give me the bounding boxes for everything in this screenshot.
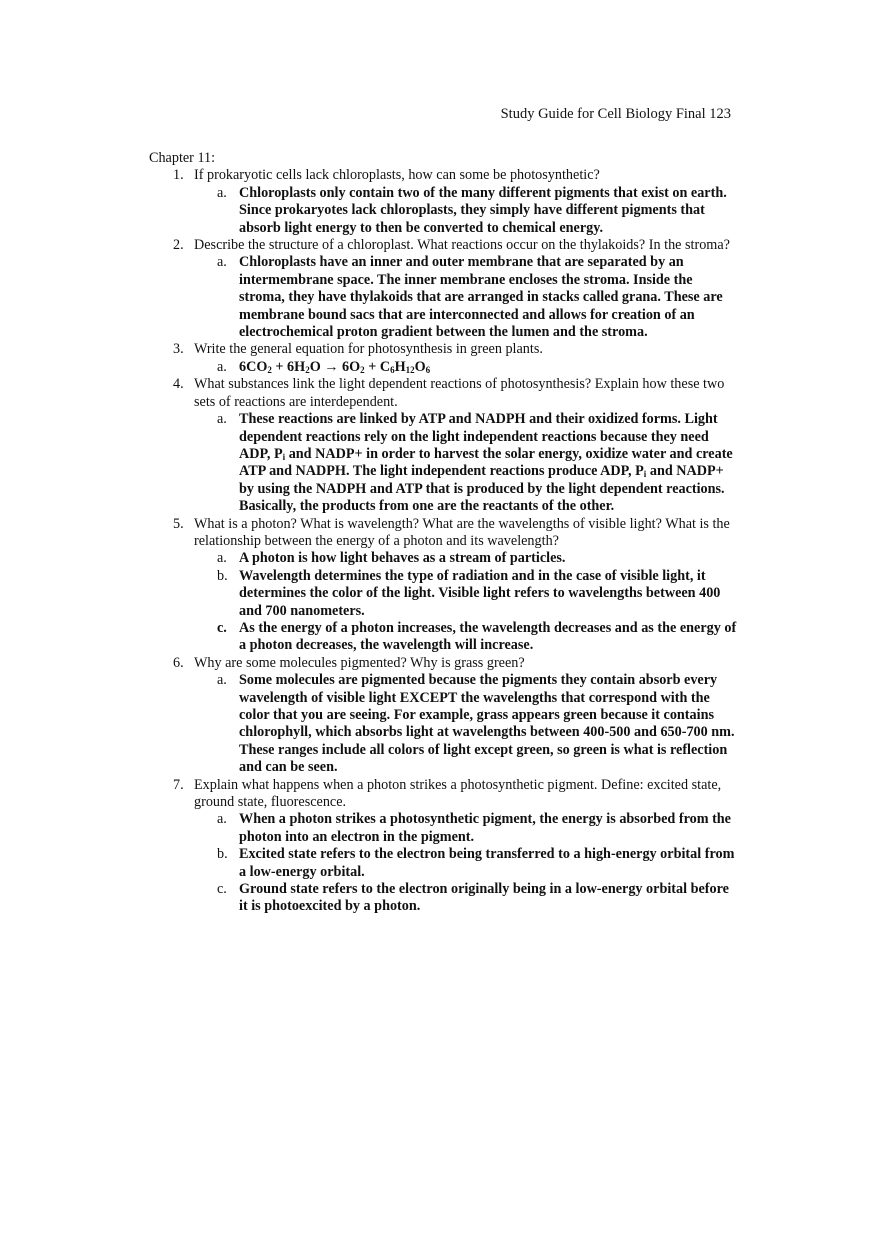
answer-text: As the energy of a photon increases, the wavelength decreases and as the energy of a photon decreases, the wavelength will increase. (239, 619, 737, 654)
answer-item (194, 550, 739, 567)
answer-list (194, 185, 739, 237)
answer-text: A photon is how light behaves as a stream of particles. (239, 550, 566, 567)
answer-letter: c. (217, 619, 227, 636)
answer-list (194, 359, 739, 376)
page-header: Study Guide for Cell Biology Final 123 (500, 106, 731, 122)
answer-text: Some molecules are pigmented because the pigments they contain absorb every wavelength of visible light EXCEPT the wavelengths that correspond with the color that you are seeing. For example, grass appears green because it contains chlorophyll, which absorbs light at wavelengths between 400-500 and 650-700 nm. These ranges include all colors of light except green, so green is what is reflection and can be seen. (239, 672, 735, 776)
question-number: 3. (173, 341, 184, 358)
answer-letter: a. (217, 811, 227, 828)
answer-letter: a. (217, 550, 227, 567)
question-text: Why are some molecules pigmented? Why is grass green? (194, 654, 525, 671)
answer-letter: a. (217, 672, 227, 689)
answer-item (194, 846, 739, 881)
question-item (149, 237, 739, 341)
answer-letter: a. (217, 254, 227, 271)
answer-item (194, 620, 739, 655)
question-item (149, 655, 739, 777)
chapter-heading: Chapter 11: (149, 150, 216, 166)
answer-item (194, 359, 739, 376)
question-text: What substances link the light dependent reactions of photosynthesis? Explain how these two sets of reactions are interdependent. (194, 376, 725, 410)
answer-text: Ground state refers to the electron originally being in a low-energy orbital before it is photoexcited by a photon. (239, 881, 729, 915)
answer-text: Excited state refers to the electron being transferred to a high-energy orbital from a low-energy orbital. (239, 846, 735, 880)
answer-letter: b. (217, 846, 228, 863)
answer-letter: a. (217, 411, 227, 428)
question-number: 5. (173, 515, 184, 532)
question-text: Describe the structure of a chloroplast. What reactions occur on the thylakoids? In the stroma? (194, 237, 730, 254)
question-number: 6. (173, 654, 184, 671)
question-list (149, 167, 739, 915)
answer-letter: a. (217, 184, 227, 201)
answer-letter: a. (217, 358, 227, 375)
question-number: 4. (173, 376, 184, 393)
answer-text: Chloroplasts have an inner and outer membrane that are separated by an intermembrane space. The inner membrane encloses the stroma. Inside the stroma, they have thylakoids that are arranged in stacks called grana. These are membrane bound sacs that are interconnected and allows for creation of an electrochemical proton gradient between the lumen and the stroma. (239, 254, 723, 341)
answer-item (194, 811, 739, 846)
answer-text: When a photon strikes a photosynthetic pigment, the energy is absorbed from the photon into an electron in the pigment. (239, 811, 731, 845)
answer-list (194, 254, 739, 341)
answer-list (194, 411, 739, 515)
answer-list (194, 811, 739, 915)
question-number: 7. (173, 776, 184, 793)
answer-item (194, 672, 739, 776)
question-text: Explain what happens when a photon strikes a photosynthetic pigment. Define: excited state, ground state, fluorescence. (194, 776, 722, 811)
answer-item (194, 881, 739, 916)
question-item (149, 341, 739, 376)
question-item (149, 167, 739, 237)
answer-list (194, 672, 739, 776)
question-text: What is a photon? What is wavelength? What are the wavelengths of visible light? What is the relationship between the energy of a photon and its wavelength? (194, 515, 730, 549)
question-item (149, 516, 739, 655)
question-text: If prokaryotic cells lack chloroplasts, how can some be photosynthetic? (194, 167, 600, 184)
answer-item (194, 254, 739, 341)
answer-letter: c. (217, 881, 227, 898)
question-number: 1. (173, 167, 184, 184)
study-guide-content (149, 150, 739, 916)
answer-item (194, 411, 739, 515)
question-item (149, 777, 739, 916)
answer-letter: b. (217, 567, 228, 584)
answer-text: These reactions are linked by ATP and NADPH and their oxidized forms. Light dependent reactions rely on the light independent reactions because they need ADP, $P_i$ and NADP+ in order to harvest the solar energy, oxidize water and create ATP and NADPH. The light independent reactions produce ADP, $P_i$ and NADP+ by using the NADPH and ATP that is produced by the light dependent reactions. Basically, the products from one are the reactants of the other. (239, 411, 733, 515)
photosynthesis-equation: $6CO_2 + 6H_2O \to 6O_2 + C_6H_{12}O_6$ (239, 358, 431, 375)
answer-text: Chloroplasts only contain two of the many different pigments that exist on earth. Since prokaryotes lack chloroplasts, they simply have different pigments that absorb light energy to then be converted to chemical energy. (239, 184, 727, 236)
answer-text: Wavelength determines the type of radiation and in the case of visible light, it determines the color of the light. Visible light refers to wavelengths between 400 and 700 nanometers. (239, 567, 721, 619)
answer-item (194, 185, 739, 237)
answer-item (194, 568, 739, 620)
question-number: 2. (173, 237, 184, 254)
answer-list (194, 550, 739, 654)
question-item (149, 376, 739, 515)
question-text: Write the general equation for photosynthesis in green plants. (194, 341, 543, 358)
